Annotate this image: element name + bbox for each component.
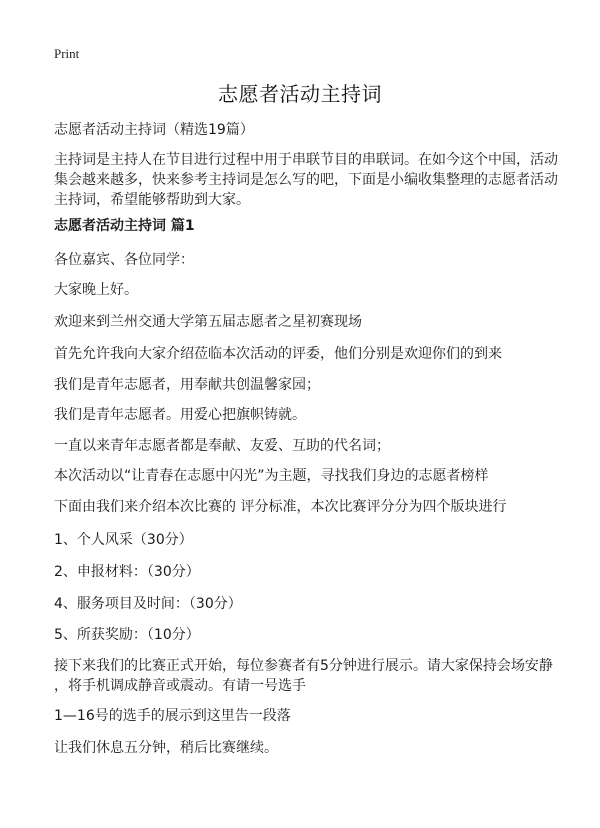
rest-line: 让我们休息五分钟，稍后比赛继续。: [54, 740, 278, 756]
criteria-item: 1、个人风采（30分）: [54, 532, 193, 548]
print-label: Print: [54, 46, 80, 61]
document-subtitle: 志愿者活动主持词（精选19篇）: [54, 122, 254, 138]
motto-line: 我们是青年志愿者，用奉献共创温馨家园；: [54, 377, 320, 393]
contestants-line: 1—16号的选手的展示到这里告一段落: [54, 708, 291, 724]
document-title: 志愿者活动主持词: [218, 82, 382, 106]
criteria-item: 2、申报材料：（30分）: [54, 564, 200, 580]
theme-line: 本次活动以“让青春在志愿中闪光”为主题，寻找我们身边的志愿者榜样: [54, 468, 489, 484]
criteria-item: 5、所获奖励：（10分）: [54, 627, 200, 643]
intro-line: 主持词是主持人在节目进行过程中用于串联节目的串联词。在如今这个中国，活动: [54, 152, 558, 168]
start-paragraph: [54, 656, 554, 696]
criteria-item: 4、服务项目及时间：（30分）: [54, 596, 242, 612]
section-heading: 志愿者活动主持词 篇1: [54, 218, 195, 234]
criteria-line: 下面由我们来介绍本次比赛的 评分标准，本次比赛评分分为四个版块进行: [54, 499, 507, 515]
motto-line: 我们是青年志愿者。用爱心把旗帜铸就。: [54, 407, 306, 423]
intro-paragraph: [54, 150, 558, 210]
start-line: ，将手机调成静音或震动。有请一号选手: [54, 678, 306, 694]
start-line: 接下来我们的比赛正式开始，每位参赛者有5分钟进行展示。请大家保持会场安静: [54, 658, 553, 674]
welcome-line: 欢迎来到兰州交通大学第五届志愿者之星初赛现场: [54, 314, 362, 330]
intro-line: 主持词，希望能够帮助到大家。: [54, 192, 250, 208]
description-line: 一直以来青年志愿者都是奉献、友爱、互助的代名词；: [54, 438, 390, 454]
greeting-line: 各位嘉宾、各位同学：: [54, 252, 194, 268]
evening-line: 大家晚上好。: [54, 282, 138, 298]
intro-line: 集会越来越多，快来参考主持词是怎么写的吧，下面是小编收集整理的志愿者活动: [54, 172, 558, 188]
judges-line: 首先允许我向大家介绍莅临本次活动的评委，他们分别是欢迎你们的到来: [54, 346, 502, 362]
